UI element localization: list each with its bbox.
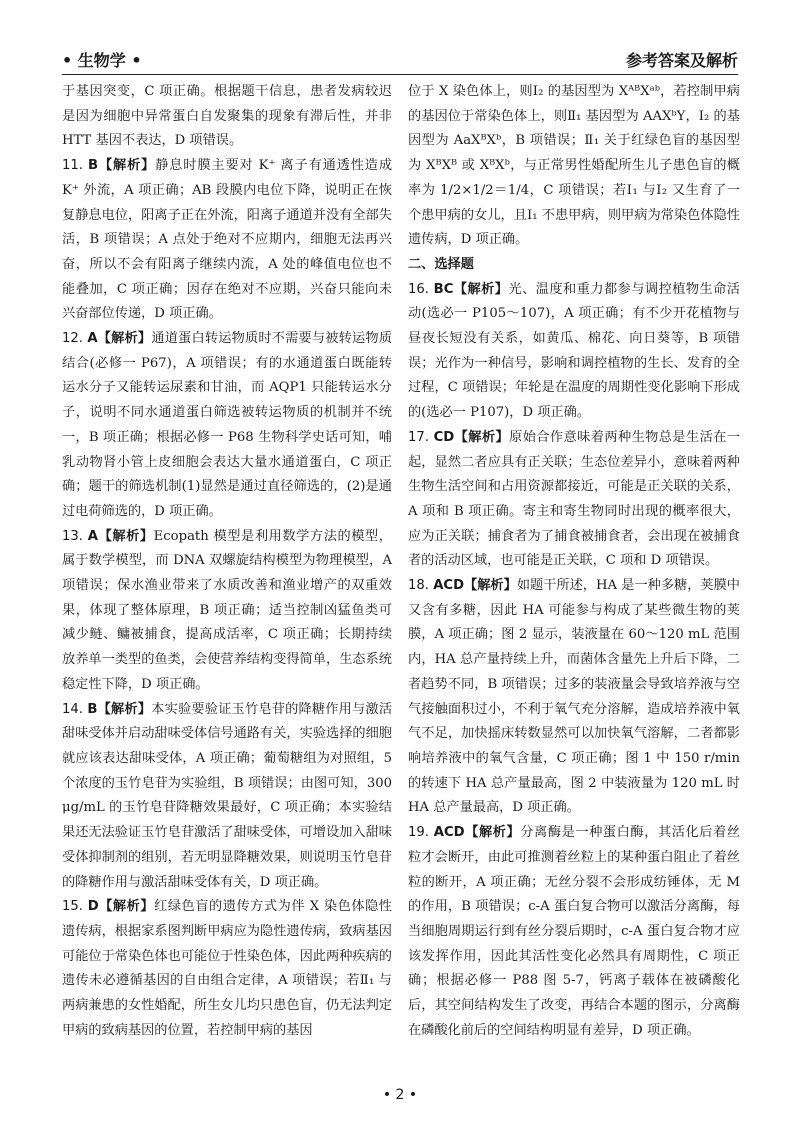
question-number: 17. <box>408 429 429 445</box>
answer-item <box>408 426 740 574</box>
analysis-text: 原始合作意味着两种生物总是生活在一起，显然二者应具有正关联；生态位差异小，意味着两种生物生活空间和占用资源都接近，可能是正关联的关系，A 项和 B 项正确。寄主和寄生物同时出现的概率很大，应为正关联；捕食者为了捕食被捕食者，会出现在被捕食者的活动区域，也可能是正关联，C 项和 D 项错误。 <box>408 429 741 569</box>
answer-key: B <box>88 158 99 174</box>
answer-key: A <box>87 331 98 347</box>
question-number: 19. <box>408 825 429 841</box>
answer-key: ACD <box>433 578 465 594</box>
analysis-text: 通道蛋白转运物质时不需要与被转运物质结合(必修一 P67)，A 项错误；有的水通道蛋白既能转运水分子又能转运尿素和甘油，而 AQP1 只能转运水分子，说明不同水通道蛋白筛选被转运物质的机制并不统一，B 项正确；根据必修一 P68 生物科学史话可知，哺乳动物肾小管上皮细胞会表达大量水通道蛋白，C 项正确；题干的筛选机制(1)显然是通过直径筛选的，(2)是通过电荷筛选的，D 项正确。 <box>62 331 393 519</box>
answer-item <box>408 821 740 1043</box>
analysis-tag: 【解析】 <box>464 825 521 841</box>
analysis-tag: 【解析】 <box>464 578 517 594</box>
analysis-tag: 【解析】 <box>98 899 155 915</box>
analysis-tag: 【解析】 <box>454 429 510 445</box>
question-number: 14. <box>62 701 83 717</box>
answer-key: BC <box>433 281 454 297</box>
question-number: 12. <box>62 331 83 347</box>
answer-item <box>408 278 740 426</box>
left-column <box>62 80 392 1043</box>
question-number: 11. <box>62 158 83 174</box>
question-number: 16. <box>408 281 429 297</box>
continued-paragraph: 于基因突变，C 项正确。根据题干信息，患者发病较迟是因为细胞中异常蛋白自发聚集的现象有滞后性，并非 HTT 基因不表达，D 项错误。 <box>62 84 392 149</box>
answer-item <box>62 154 392 327</box>
answer-item <box>408 574 740 821</box>
analysis-tag: 【解析】 <box>97 528 154 544</box>
answer-item <box>62 895 392 1043</box>
answer-key: D <box>87 899 99 915</box>
right-column <box>408 80 740 1043</box>
analysis-text: 分离酶是一种蛋白酶，其活化后着丝粒才会断开，由此可推测着丝粒上的某种蛋白阻止了着丝粒的断开，A 项正确；无丝分裂不会形成纺锤体，无 M 的作用，B 项错误；c-A 蛋白复合物可以激活分离酶，每当细胞周期运行到有丝分裂后期时，c-A 蛋白复合物才应该发挥作用，因此其活性变化必然具有周期性，C 项正确；根据必修一 P88 图 5-7，钙离子载体在被磷酸化后，其空间结构发生了改变，再结合本题的图示，分离酶在磷酸化前后的空间结构明显有差异，D 项正确。 <box>408 825 741 1038</box>
question-number: 15. <box>62 899 83 915</box>
page-header <box>62 46 738 75</box>
analysis-text: 静息时膜主要对 K⁺ 离子有通透性造成 K⁺ 外流，A 项正确；AB 段膜内电位下降，说明正在恢复静息电位，阳离子正在外流，阳离子通道并没有全部失活，B 项错误；A 点处于绝对不应期内，细胞无法再兴奋，所以不会有阳离子继续内流，A 处的峰值电位也不能叠加，C 项正确；因存在绝对不应期，兴奋只能向未兴奋部位传递，D 项正确。 <box>62 158 393 322</box>
analysis-text: 如题干所述，HA 是一种多糖，荚膜中又含有多糖，因此 HA 可能参与构成了某些微生物的荚膜，A 项正确；图 2 显示，装液量在 60～120 mL 范围内，HA 总产量持续上升，而菌体含量先上升后下降，二者趋势不同，B 项错误；过多的装液量会导致培养液与空气接触面积过小，不利于氧气充分溶解，造成培养液中氧气不足，加快摇床转数显然可以加快氧气溶解，二者都影响培养液中的氧气含量，C 项正确；图 1 中 150 r/min 的转速下 HA 总产量最高，图 2 中装液量为 120 mL 时 HA 总产量最高，D 项正确。 <box>408 578 740 816</box>
answer-key: B <box>87 701 98 717</box>
question-number: 13. <box>62 528 83 544</box>
analysis-text: Ecopath 模型是利用数学方法的模型，属于数学模型，而 DNA 双螺旋结构模型为物理模型，A 项错误；保水渔业带来了水质改善和渔业增产的双重效果，体现了整体原理，B 项正确；适当控制凶猛鱼类可减少鲢、鳙被捕食，提高成活率，C 项正确；长期持续放养单一类型的鱼类，会使营养结构变得简单，生态系统稳定性下降，D 项正确。 <box>62 528 392 692</box>
analysis-text: 红绿色盲的遗传方式为伴 X 染色体隐性遗传病，根据家系图判断甲病应为隐性遗传病，致病基因可能位于常染色体也可能位于性染色体，因此两种疾病的遗传未必遵循基因的自由组合定律，A 项错误；若Ⅱ₁ 与两病兼患的女性婚配，所生女儿均只患色盲，仍无法判定甲病的致病基因的位置，若控制甲病的基因 <box>62 899 392 1038</box>
analysis-tag: 【解析】 <box>98 158 156 174</box>
subject-label: • 生物学 • <box>62 51 142 70</box>
continued-paragraph: 位于 X 染色体上，则Ⅰ₂ 的基因型为 XᴬᴮXᵃᵇ，若控制甲病的基因位于常染色体上，则Ⅱ₁ 基因型为 AAXᵇY，Ⅰ₂ 的基因型为 AaXᴮXᵇ，B 项错误；Ⅱ₁ 关于红绿色盲的基因型为 XᴮXᴮ 或 XᴮXᵇ，与正常男性婚配所生儿子患色盲的概率为 1/2×1/2＝1/4，C 项错误；若Ⅰ₁ 与Ⅰ₂ 又生育了一个患甲病的女儿，且Ⅰ₁ 不患甲病，则甲病为常染色体隐性遗传病，D 项正确。 <box>408 84 740 248</box>
analysis-text: 光、温度和重力都参与调控植物生命活动(选必一 P105～107)，A 项正确；有不少开花植物与昼夜长短没有关系，如黄瓜、棉花、向日葵等，B 项错误；光作为一种信号，影响和调控植物的生长、发育的全过程，C 项错误；年轮是在温度的周期性变化影响下形成的(选必一 P107)，D 项正确。 <box>408 281 740 421</box>
answer-item <box>62 327 392 525</box>
analysis-tag: 【解析】 <box>453 281 509 297</box>
section-heading: 二、选择题 <box>408 256 474 272</box>
answer-key: ACD <box>433 825 465 841</box>
analysis-tag: 【解析】 <box>97 701 152 717</box>
answer-key: CD <box>433 429 455 445</box>
question-number: 18. <box>408 578 429 594</box>
answer-item <box>62 525 392 698</box>
page-number: • 2 • <box>382 1087 418 1103</box>
answer-item <box>62 698 392 896</box>
document-title: 参考答案及解析 <box>625 51 738 70</box>
analysis-text: 本实验要验证玉竹皂苷的降糖作用与激活甜味受体并启动甜味受体信号通路有关，实验选择的细胞就应该表达甜味受体，A 项正确；葡萄糖组为对照组，5 个浓度的玉竹皂苷为实验组，B 项错误；由图可知，300 μg/mL 的玉竹皂苷降糖效果最好，C 项正确；本实验结果还无法验证玉竹皂苷激活了甜味受体，可增设加入甜味受体抑制剂的组别，若无明显降糖效果，则说明玉竹皂苷的降糖作用与激活甜味受体有关，D 项正确。 <box>62 701 393 890</box>
analysis-tag: 【解析】 <box>97 331 152 347</box>
answer-key: A <box>87 528 98 544</box>
